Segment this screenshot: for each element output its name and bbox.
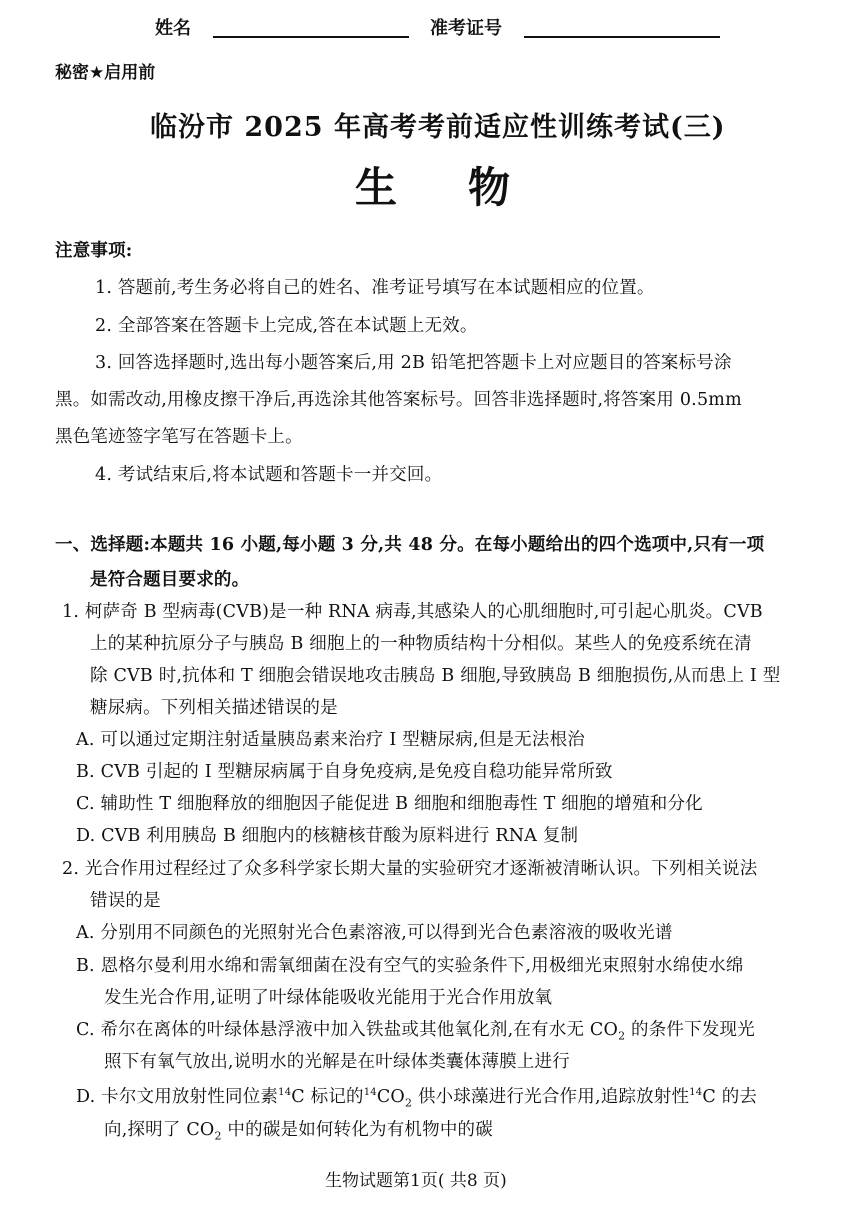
- q2-option-c-text-2: 的条件下发现光: [625, 1020, 755, 1040]
- exam-title: 临汾市 2025 年高考考前适应性训练考试(三): [150, 112, 726, 143]
- subject-char-2: 物: [468, 163, 513, 212]
- exam-id-label: 准考证号: [430, 18, 502, 39]
- q2-option-d-text-c: CO: [376, 1087, 405, 1107]
- q2-option-d-line-1: [76, 1083, 757, 1108]
- q2-option-d-text-g: 中的碳是如何转化为有机物中的碳: [221, 1120, 493, 1140]
- co2-subscript: 2: [618, 1029, 626, 1043]
- isotope-superscript-1: 14: [278, 1087, 292, 1099]
- q2-option-d-text-d: 供小球藻进行光合作用,追踪放射性: [412, 1087, 690, 1107]
- co2-subscript: 2: [404, 1096, 413, 1110]
- q1-option-a: A. 可以通过定期注射适量胰岛素来治疗 I 型糖尿病,但是无法根治: [76, 730, 585, 750]
- notice-item-4: 4. 考试结束后,将本试题和答题卡一并交回。: [95, 465, 443, 485]
- q1-option-c: C. 辅助性 T 细胞释放的细胞因子能促进 B 细胞和细胞毒性 T 细胞的增殖和分化: [76, 794, 703, 814]
- q2-stem-line-2: 错误的是: [90, 891, 161, 911]
- exam-id-blank[interactable]: [524, 36, 720, 38]
- isotope-superscript-2: 14: [363, 1087, 377, 1099]
- notice-item-3-line-2: 黑。如需改动,用橡皮擦干净后,再选涂其他答案标号。回答非选择题时,将答案用 0.5mm: [55, 390, 742, 410]
- q2-option-d-text-f: 向,探明了 CO: [104, 1120, 215, 1140]
- subject-char-1: 生: [355, 163, 400, 212]
- q2-option-b-line-2: 发生光合作用,证明了叶绿体能吸收光能用于光合作用放氧: [104, 988, 553, 1008]
- section-1-instructions-line-1: 一、选择题:本题共 16 小题,每小题 3 分,共 48 分。在每小题给出的四个选项中,只有一项: [55, 535, 765, 555]
- section-1-instructions-line-2: 是符合题目要求的。: [90, 570, 250, 590]
- notice-heading: 注意事项:: [55, 241, 133, 261]
- co2-subscript: 2: [214, 1129, 222, 1143]
- notice-item-3-line-3: 黑色笔迹签字笔写在答题卡上。: [55, 427, 303, 447]
- name-label: 姓名: [155, 18, 191, 39]
- q1-stem-line-4: 糖尿病。下列相关描述错误的是: [90, 698, 338, 718]
- q2-stem-line-1: 2. 光合作用过程经过了众多科学家长期大量的实验研究才逐渐被清晰认识。下列相关说法: [62, 859, 758, 879]
- q2-option-d-text-e: C 的去: [702, 1087, 758, 1107]
- confidential-mark: 秘密★启用前: [55, 63, 156, 83]
- q2-option-c-line-1: [76, 1016, 755, 1041]
- q2-option-a: A. 分别用不同颜色的光照射光合色素溶液,可以得到光合色素溶液的吸收光谱: [76, 923, 673, 943]
- q2-option-d-line-2: [104, 1116, 493, 1141]
- q1-option-d: D. CVB 利用胰岛 B 细胞内的核糖核苷酸为原料进行 RNA 复制: [76, 826, 579, 846]
- q1-stem-line-1: 1. 柯萨奇 B 型病毒(CVB)是一种 RNA 病毒,其感染人的心肌细胞时,可引起心肌炎。CVB: [62, 602, 763, 622]
- q1-option-b: B. CVB 引起的 I 型糖尿病属于自身免疫病,是免疫自稳功能异常所致: [76, 762, 613, 782]
- q1-stem-line-2: 上的某种抗原分子与胰岛 B 细胞上的一种物质结构十分相似。某些人的免疫系统在清: [90, 634, 752, 654]
- q2-option-d-text-b: C 标记的: [291, 1087, 364, 1107]
- q2-option-c-text-1: C. 希尔在离体的叶绿体悬浮液中加入铁盐或其他氧化剂,在有水无 CO: [76, 1020, 619, 1040]
- q2-option-b-line-1: B. 恩格尔曼利用水绵和需氧细菌在没有空气的实验条件下,用极细光束照射水绵使水绵: [76, 956, 744, 976]
- notice-item-3-line-1: 3. 回答选择题时,选出每小题答案后,用 2B 铅笔把答题卡上对应题目的答案标号涂: [95, 353, 732, 373]
- page-footer: 生物试题第1页( 共8 页): [325, 1171, 507, 1191]
- q2-option-c-line-2: 照下有氧气放出,说明水的光解是在叶绿体类囊体薄膜上进行: [104, 1052, 570, 1072]
- notice-item-2: 2. 全部答案在答题卡上完成,答在本试题上无效。: [95, 316, 478, 336]
- isotope-superscript-3: 14: [689, 1087, 703, 1099]
- q2-option-d-text-a: D. 卡尔文用放射性同位素: [76, 1087, 279, 1107]
- q1-stem-line-3: 除 CVB 时,抗体和 T 细胞会错误地攻击胰岛 B 细胞,导致胰岛 B 细胞损伤,从而患上 I 型: [90, 666, 781, 686]
- name-blank[interactable]: [213, 36, 409, 38]
- notice-item-1: 1. 答题前,考生务必将自己的姓名、准考证号填写在本试题相应的位置。: [95, 278, 655, 298]
